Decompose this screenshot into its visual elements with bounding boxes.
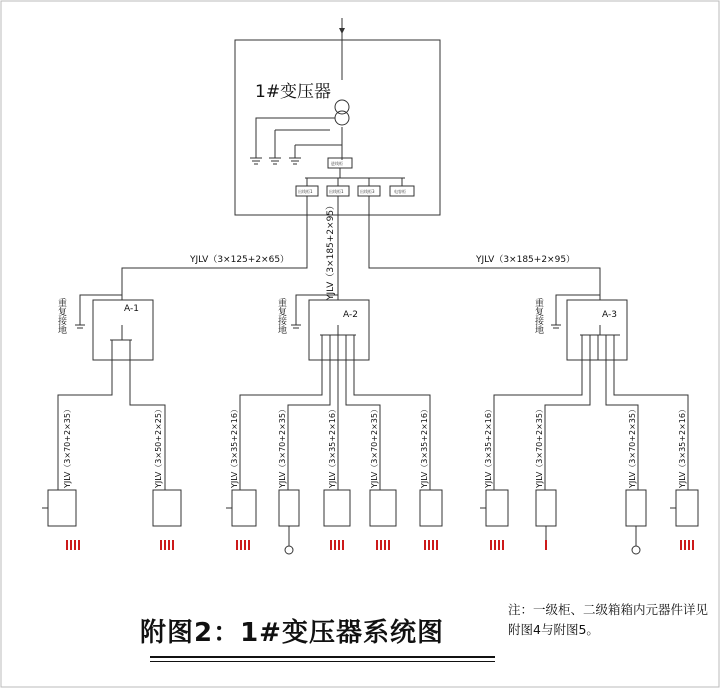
caption-underline [150,656,495,658]
box-a3-label: A-3 [602,310,617,320]
grounding-label-a1: 重复接地 [56,298,66,334]
branch-cable-4: YJLV（3×70+2×35） [278,405,287,488]
cable-label-a1: YJLV（3×125+2×65） [190,255,290,265]
capacitor-panel-label: 电容柜 [394,189,406,194]
branch-cable-10: YJLV（3×70+2×35） [628,405,637,488]
cable-label-a2: YJLV（3×185+2×95） [326,200,336,300]
caption-underline-thin [150,661,495,662]
branch-cable-3: YJLV（3×35+2×16） [230,405,239,488]
branch-cable-11: YJLV（3×35+2×16） [678,405,687,488]
box-a1-label: A-1 [124,304,139,314]
branch-cable-5: YJLV（3×35+2×16） [328,405,337,488]
diagram-caption: 附图2：1#变压器系统图 [140,618,444,648]
outgoing-panel-2-label: 出线柜1 [329,189,344,194]
branch-cable-1: YJLV（3×70+2×35） [63,405,72,488]
incoming-panel-label: 进线柜 [331,161,343,166]
grounding-label-a2: 重复接地 [276,298,286,334]
cable-label-a3: YJLV（3×185+2×95） [476,255,576,265]
branch-cable-8: YJLV（3×35+2×16） [484,405,493,488]
branch-cable-2: YJLV（3×50+2×25） [154,405,163,488]
box-a2-label: A-2 [343,310,358,320]
branch-cable-6: YJLV（3×70+2×35） [370,405,379,488]
outgoing-panel-3-label: 出线柜3 [360,189,375,194]
transformer-title: 1#变压器 [255,82,332,102]
branch-cable-9: YJLV（3×70+2×35） [535,405,544,488]
diagram-note: 注：一级柜、二级箱箱内元器件详见附图4与附图5。 [508,602,709,637]
outgoing-panel-1-label: 出线柜1 [298,189,313,194]
branch-cable-7: YJLV（3×35+2×16） [420,405,429,488]
grounding-label-a3: 重复接地 [533,298,543,334]
